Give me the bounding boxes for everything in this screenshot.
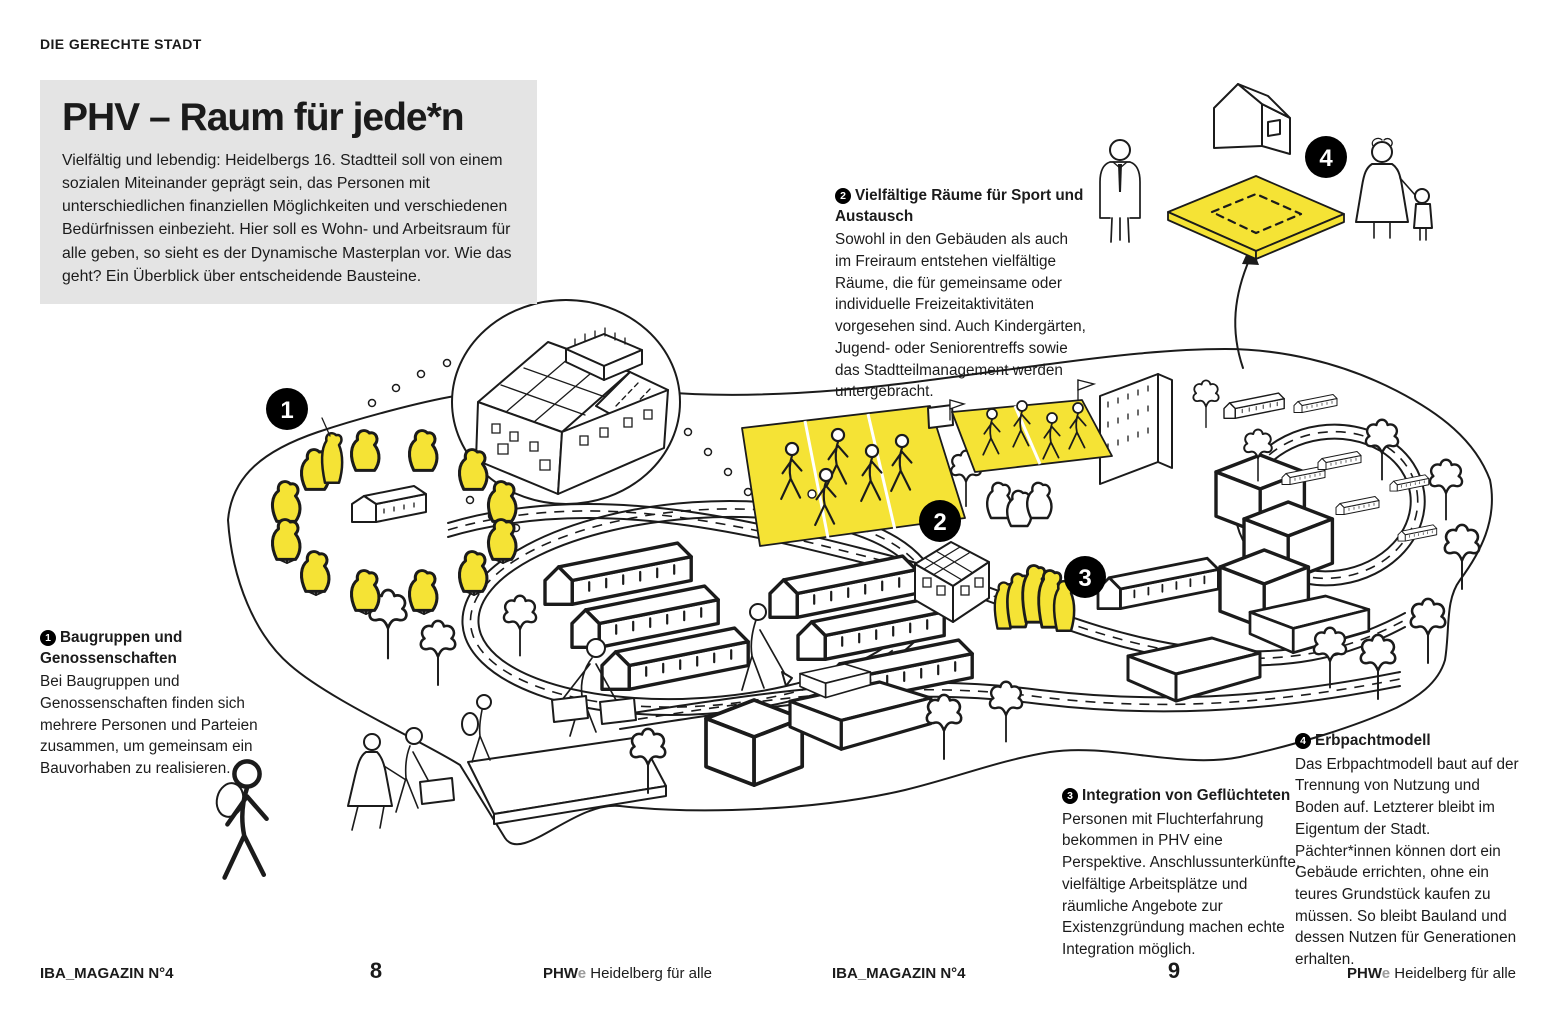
number-badge: 4 bbox=[1295, 733, 1311, 749]
footer-left-page bbox=[40, 958, 712, 984]
brand-wordmark: PHWe Heidelberg für alle bbox=[1347, 965, 1516, 982]
svg-text:2: 2 bbox=[933, 509, 947, 536]
brand-wordmark: PHWe Heidelberg für alle bbox=[543, 965, 712, 982]
annotation-2-body: Sowohl in den Gebäuden als auch im Freiraum entstehen vielfältige Räume, die für gemeinsame oder individuelle Freizeitaktivitäten vorgesehen sind. Auch Kindergärten, Jugend- oder Seniorentreffs sowie das Stadtteilmanagement werden untergebracht. bbox=[835, 231, 1086, 401]
marker-1 bbox=[266, 388, 308, 430]
leasehold-vignette bbox=[1100, 84, 1432, 368]
annotation-3-title: 3 Integration von Geflüchteten bbox=[1062, 786, 1302, 807]
magazine-label: IBA_MAGAZIN N°4 bbox=[40, 965, 174, 982]
number-badge: 1 bbox=[40, 630, 56, 646]
annotation-3 bbox=[1062, 786, 1302, 961]
marker-2 bbox=[919, 500, 961, 542]
tenant-man bbox=[1100, 140, 1140, 242]
annotation-2-title: 2 Vielfältige Räume für Sport und Austausch bbox=[835, 187, 1084, 225]
land-plot bbox=[1168, 176, 1344, 259]
annotation-2 bbox=[835, 186, 1087, 403]
number-badge: 2 bbox=[835, 188, 851, 204]
annotation-4-title: 4 Erbpachtmodell bbox=[1295, 731, 1527, 752]
svg-text:1: 1 bbox=[280, 397, 294, 424]
footer-right-page bbox=[832, 958, 1516, 984]
marker-4 bbox=[1305, 136, 1347, 178]
intro-text: Vielfältig und lebendig: Heidelbergs 16. Stadtteil soll von einem sozialen Miteinander geprägt sein, das Personen mit unterschiedlichen finanziellen Möglichkeiten und verschiedenen Bedürfnissen einbezieht. Hier soll es Wohn- und Arbeitsraum für alle geben, so sieht es der Dynamische Masterplan vor. Wie das geht? Ein Überblick über entscheidende Bausteine. bbox=[62, 151, 512, 285]
tenant-woman-child bbox=[1356, 138, 1432, 240]
page-number-right: 9 bbox=[1167, 958, 1181, 983]
svg-text:4: 4 bbox=[1319, 145, 1333, 172]
annotation-1-body: Bei Baugruppen und Genossenschaften finden sich mehrere Personen und Parteien zusammen, um gemeinsam ein Bauvorhaben zu realisieren. bbox=[40, 673, 258, 778]
annotation-4 bbox=[1295, 731, 1527, 971]
annotation-3-body: Personen mit Fluchterfahrung bekommen in PHV eine Perspektive. Anschlussunterkünfte, vielfältige Arbeitsplätze und räumliche Angebote zur Existenzgründung machen echte Integration möglich. bbox=[1062, 810, 1301, 958]
number-badge: 3 bbox=[1062, 788, 1078, 804]
section-kicker: DIE GERECHTE STADT bbox=[40, 36, 202, 52]
page-number-left: 8 bbox=[369, 958, 383, 983]
page-title: PHV – Raum für jede*n bbox=[62, 96, 464, 139]
annotation-1 bbox=[40, 628, 278, 780]
marker-3 bbox=[1064, 556, 1106, 598]
magazine-label: IBA_MAGAZIN N°4 bbox=[832, 965, 966, 982]
annotation-1-title: 1 Baugruppen und Genossenschaften bbox=[40, 629, 183, 667]
annotation-4-body: Das Erbpachtmodell baut auf der Trennung von Nutzung und Boden auf. Letzterer bleibt im Eigentum der Stadt. Pächter*innen können dort ein Gebäude errichten, ohne ein teures Grundstück kaufen zu müssen. So bleibt Bauland und dessen Nutzen für Generationen erhalten. bbox=[1295, 755, 1519, 969]
intro-panel bbox=[40, 80, 537, 304]
svg-text:3: 3 bbox=[1078, 565, 1092, 592]
house-icon bbox=[1214, 84, 1290, 154]
